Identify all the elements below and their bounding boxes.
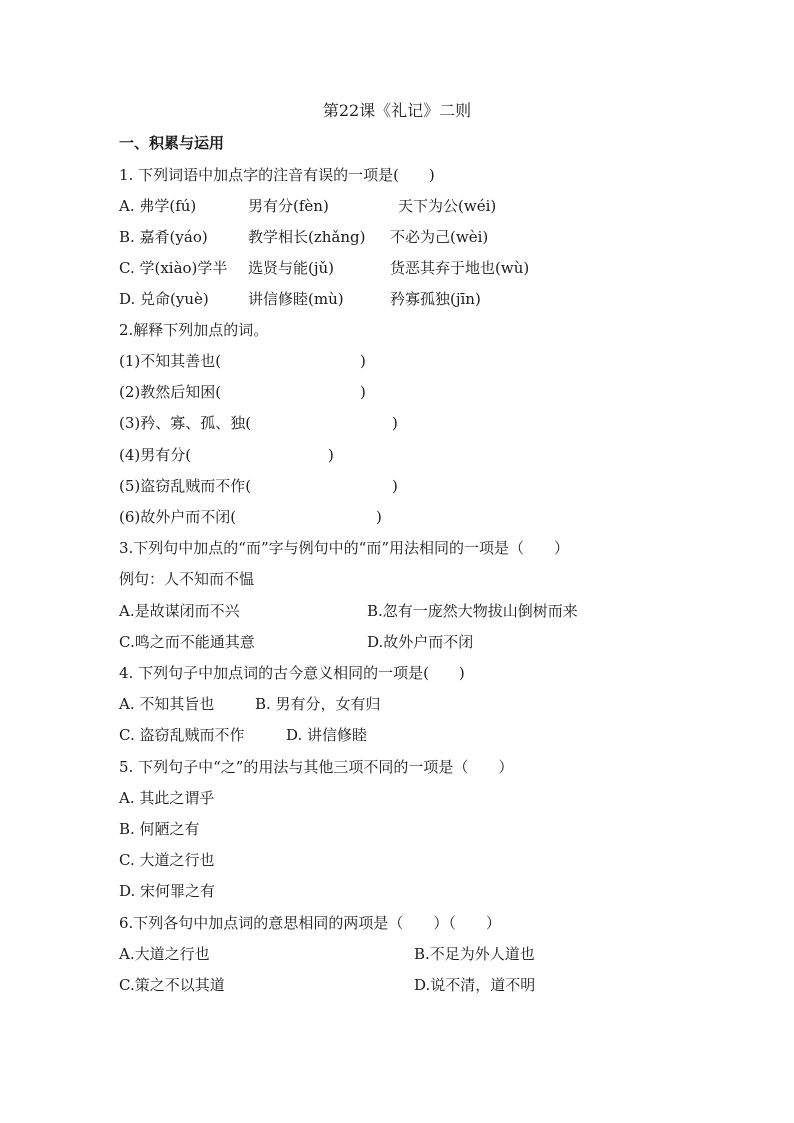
- q5-stem: 5. 下列句子中“之”的用法与其他三项不同的一项是（ ）: [119, 758, 514, 776]
- q2-item-6: (6)故外户而不闭(: [119, 508, 237, 526]
- q4-option-c: C. 盗窃乱贼而不作: [119, 726, 245, 744]
- q6-option-d: D.说不清，道不明: [414, 976, 536, 994]
- q1-option-d: D. 兑命(yuè): [119, 290, 209, 308]
- q6-option-b: B.不足为外人道也: [414, 945, 535, 963]
- q3-example: 例句：人不知而不愠: [119, 570, 255, 588]
- q6-stem: 6.下列各句中加点词的意思相同的两项是（ ）（ ）: [119, 914, 501, 932]
- q1-option-c-word3: 货恶其弃于地也(wù): [390, 259, 530, 277]
- q5-option-b: B. 何陋之有: [119, 820, 200, 838]
- q1-option-a-word3: 天下为公(wéi): [398, 197, 497, 215]
- q4-option-b: B. 男有分，女有归: [255, 695, 381, 713]
- q1-option-c: C. 学(xiào)学半: [119, 259, 228, 277]
- q2-item-2: (2)教然后知困(: [119, 383, 222, 401]
- q4-stem: 4. 下列句子中加点词的古今意义相同的一项是( ): [119, 664, 465, 682]
- q2-item-5: (5)盗窃乱贼而不作(: [119, 477, 252, 495]
- page-title: 第22课《礼记》二则: [322, 101, 472, 120]
- q2-item-2-close: ): [360, 383, 366, 401]
- q1-option-a: A. 弗学(fú): [119, 197, 197, 215]
- q3-option-b: B.忽有一庞然大物拔山倒树而来: [367, 602, 578, 620]
- q1-option-b: B. 嘉肴(yáo): [119, 228, 208, 246]
- q2-item-4-close: ): [328, 446, 334, 464]
- q6-option-a: A.大道之行也: [119, 945, 210, 963]
- q2-item-6-close: ): [376, 508, 382, 526]
- q1-stem: 1. 下列词语中加点字的注音有误的一项是( ): [119, 166, 435, 184]
- q3-stem: 3.下列句中加点的“而”字与例句中的“而”用法相同的一项是（ ）: [119, 539, 569, 557]
- q1-option-a-word2: 男有分(fèn): [248, 197, 329, 215]
- q2-item-4: (4)男有分(: [119, 446, 192, 464]
- section-heading: 一、积累与运用: [119, 134, 225, 152]
- q1-option-c-word2: 选贤与能(jǔ): [248, 259, 335, 277]
- q2-stem: 2.解释下列加点的词。: [119, 321, 269, 339]
- q3-option-d: D.故外户而不闭: [367, 633, 474, 651]
- q2-item-1: (1)不知其善也(: [119, 352, 222, 370]
- q2-item-3: (3)矜、寡、孤、独(: [119, 414, 252, 432]
- q1-option-d-word2: 讲信修睦(mù): [248, 290, 344, 308]
- q1-option-b-word2: 教学相长(zhǎng): [248, 228, 366, 246]
- q5-option-d: D. 宋何罪之有: [119, 882, 216, 900]
- q1-option-b-word3: 不必为己(wèi): [390, 228, 489, 246]
- q1-option-d-word3: 矜寡孤独(jīn): [390, 290, 481, 308]
- q2-item-3-close: ): [392, 414, 398, 432]
- q5-option-a: A. 其此之谓乎: [119, 789, 215, 807]
- q4-option-d: D. 讲信修睦: [286, 726, 368, 744]
- q6-option-c: C.策之不以其道: [119, 976, 225, 994]
- q3-option-c: C.鸣之而不能通其意: [119, 633, 255, 651]
- q2-item-1-close: ): [360, 352, 366, 370]
- q3-option-a: A.是故谋闭而不兴: [119, 602, 240, 620]
- q4-option-a: A. 不知其旨也: [119, 695, 215, 713]
- q5-option-c: C. 大道之行也: [119, 851, 215, 869]
- q2-item-5-close: ): [392, 477, 398, 495]
